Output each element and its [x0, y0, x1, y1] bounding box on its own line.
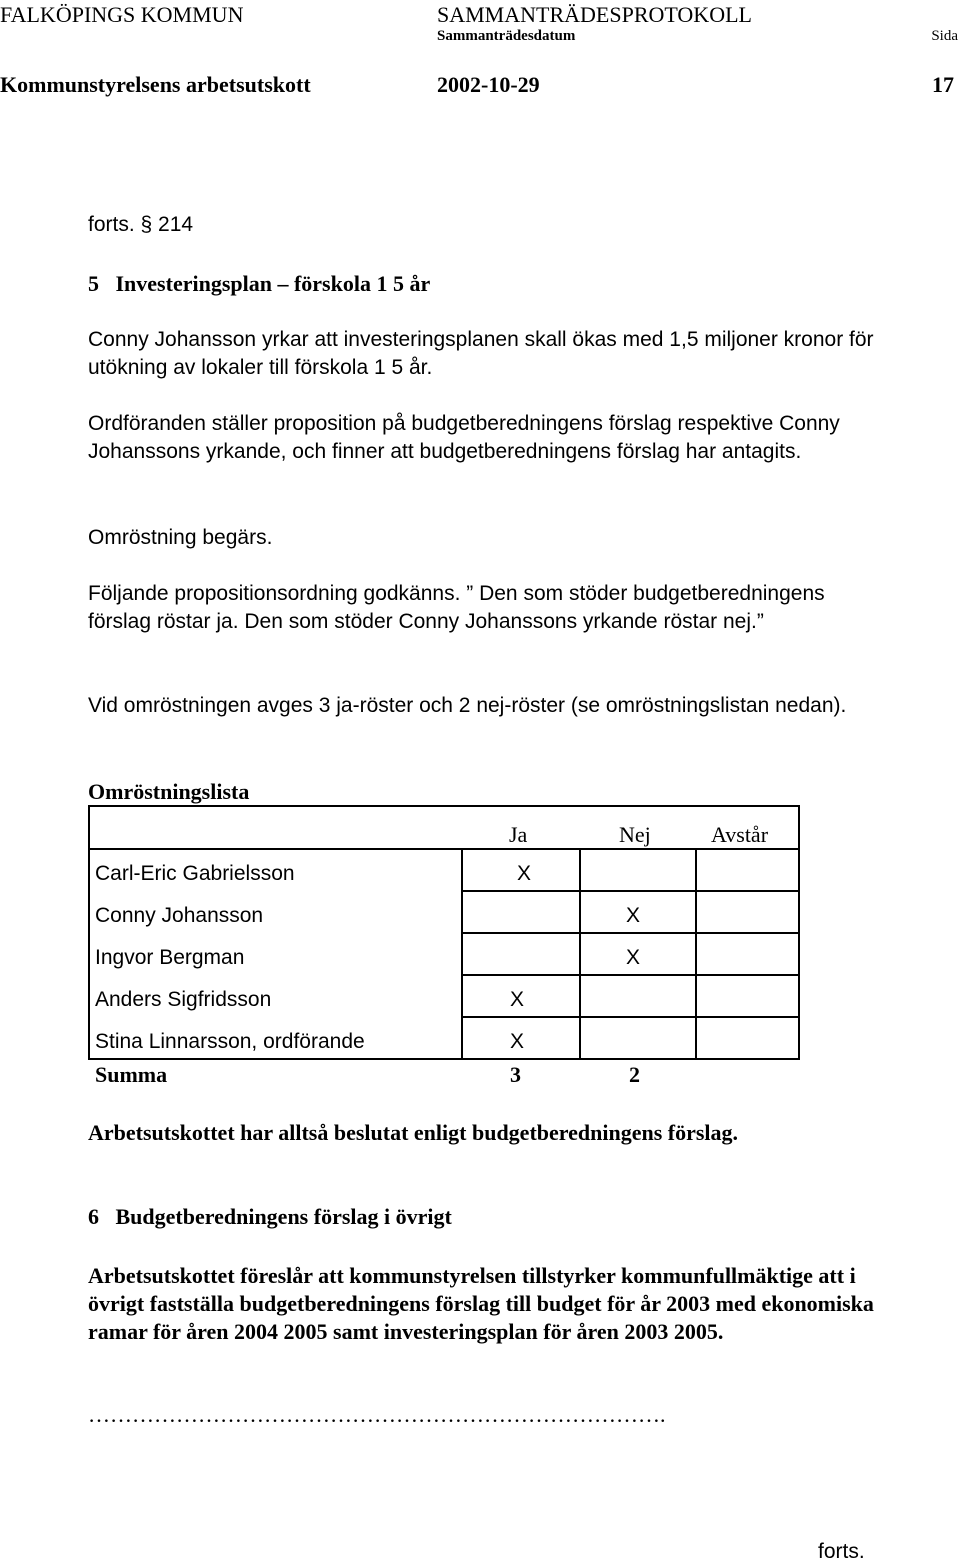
municipality-name: FALKÖPINGS KOMMUN	[0, 2, 244, 27]
sum-label: Summa	[95, 1062, 168, 1087]
date-label: Sammanträdesdatum	[437, 28, 576, 44]
voter-name: Stina Linnarsson, ordförande	[95, 1030, 365, 1053]
voter-name: Conny Johansson	[95, 904, 264, 927]
vote-table	[88, 805, 800, 1060]
separator-dots: …………………………………………………………………….	[88, 1402, 666, 1427]
header-yes: Ja	[509, 822, 528, 847]
sum-yes: 3	[510, 1062, 521, 1087]
section-6-heading: 6 Budgetberedningens förslag i övrigt	[88, 1204, 452, 1229]
vote-list-title: Omröstningslista	[88, 779, 250, 804]
voter-name: Anders Sigfridsson	[95, 988, 272, 1011]
header-abstain: Avstår	[711, 822, 769, 847]
section-5-paragraph-3: Omröstning begärs.	[88, 526, 273, 549]
vote-no-mark: X	[626, 946, 641, 969]
section-5-decision: Arbetsutskottet har alltså beslutat enligt budgetberedningens förslag.	[88, 1120, 739, 1145]
footer-continued: forts.	[818, 1540, 865, 1563]
voter-name: Ingvor Bergman	[95, 946, 245, 969]
section-5-paragraph-5: Vid omröstningen avges 3 ja-röster och 2 nej-röster (se omröstningslistan nedan).	[88, 694, 847, 717]
section-5-paragraph-2: Ordföranden ställer proposition på budgetberedningens förslag respektive Conny Johanssons yrkande, och finner att budgetberedningens förslag har antagits.	[88, 412, 840, 463]
vote-yes-mark: X	[510, 988, 525, 1011]
header-no: Nej	[619, 822, 651, 847]
section-5-paragraph-1: Conny Johansson yrkar att investeringsplanen skall ökas med 1,5 miljoner kronor för utökning av lokaler till förskola 1 5 år.	[88, 328, 874, 379]
document-type: SAMMANTRÄDESPROTOKOLL	[437, 2, 752, 27]
section-6-proposal: Arbetsutskottet föreslår att kommunstyrelsen tillstyrker kommunfullmäktige att i övrigt fastställa budgetberedningens förslag till budget för år 2003 med ekonomiska ramar för åren 2004 2005 samt investeringsplan för åren 2003 2005.	[88, 1263, 874, 1344]
page-label: Sida	[931, 28, 958, 44]
continuation-ref: forts. § 214	[88, 213, 194, 236]
committee-name: Kommunstyrelsens arbetsutskott	[0, 72, 311, 97]
vote-no-mark: X	[626, 904, 641, 927]
section-5-paragraph-4: Följande propositionsordning godkänns. ” Den som stöder budgetberedningens förslag röstar ja. Den som stöder Conny Johanssons yrkande röstar nej.”	[88, 582, 825, 633]
vote-yes-mark: X	[510, 1030, 525, 1053]
sum-no: 2	[629, 1062, 640, 1087]
vote-yes-mark: X	[517, 862, 532, 885]
section-5-heading: 5 Investeringsplan – förskola 1 5 år	[88, 271, 431, 296]
page-number: 17	[932, 72, 954, 97]
meeting-date: 2002-10-29	[437, 72, 540, 97]
voter-name: Carl-Eric Gabrielsson	[95, 862, 295, 885]
